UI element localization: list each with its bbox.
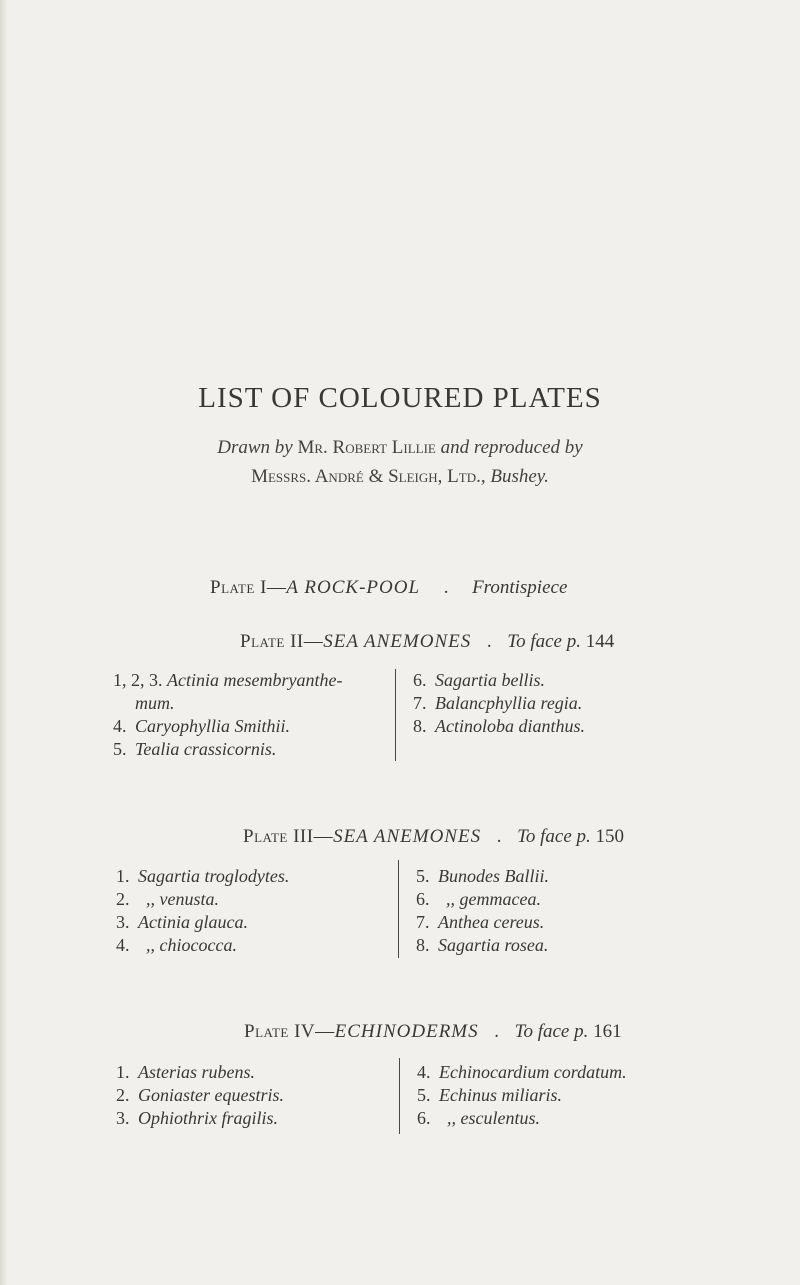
item-name: Anthea cereus. bbox=[438, 912, 545, 932]
plate-4-heading bbox=[244, 1021, 622, 1043]
list-item bbox=[416, 911, 549, 934]
plate-subject: SEA ANEMONES bbox=[323, 631, 472, 652]
plate-facing: Frontispiece bbox=[472, 577, 568, 598]
list-item bbox=[116, 934, 289, 957]
plate-3-list-left bbox=[116, 865, 289, 957]
list-item bbox=[416, 888, 549, 911]
item-number: 5. bbox=[416, 866, 430, 886]
credit-line-2 bbox=[0, 466, 800, 488]
plate-separator: . bbox=[496, 826, 502, 847]
plate-facing: To face p. bbox=[517, 826, 591, 847]
item-number: 1, 2, 3. bbox=[113, 670, 163, 690]
plate-4-list-right bbox=[417, 1061, 627, 1130]
item-name: Bunodes Ballii. bbox=[438, 866, 549, 886]
item-name: Actinia glauca. bbox=[138, 912, 248, 932]
plate-page-number: 144 bbox=[585, 631, 615, 652]
list-item bbox=[116, 865, 289, 888]
item-name: mum. bbox=[135, 693, 175, 713]
plate-separator: . bbox=[443, 577, 449, 598]
item-number: 4. bbox=[113, 716, 127, 736]
reproduced-by-text: and reproduced by bbox=[440, 437, 583, 458]
item-name: Caryophyllia Smithii. bbox=[135, 716, 290, 736]
plate-2-list-right bbox=[413, 669, 585, 738]
item-name: Tealia crassicornis. bbox=[135, 739, 277, 759]
plate-1-heading bbox=[210, 577, 567, 599]
item-number: 3. bbox=[116, 1108, 130, 1128]
page-title: LIST OF COLOURED PLATES bbox=[198, 382, 602, 414]
list-item bbox=[113, 692, 342, 715]
plate-label: Plate III— bbox=[243, 826, 334, 847]
plate-facing: To face p. bbox=[507, 631, 581, 652]
item-name: Balancphyllia regia. bbox=[435, 693, 583, 713]
item-name: Ophiothrix fragilis. bbox=[138, 1108, 279, 1128]
list-item bbox=[116, 1084, 284, 1107]
item-name: Sagartia rosea. bbox=[438, 935, 549, 955]
plate-subject: SEA ANEMONES bbox=[333, 826, 482, 847]
item-name: Sagartia bellis. bbox=[435, 670, 546, 690]
item-number: 7. bbox=[413, 693, 427, 713]
item-number: 6. bbox=[416, 889, 430, 909]
plate-page-number: 150 bbox=[595, 826, 625, 847]
plate-page-number: 161 bbox=[593, 1021, 622, 1042]
plate-separator: . bbox=[486, 631, 492, 652]
item-name: Echinus miliaris. bbox=[439, 1085, 563, 1105]
item-name: ,, gemmacea. bbox=[446, 889, 541, 909]
plate-4-list-left bbox=[116, 1061, 284, 1130]
item-name: Echinocardium cordatum. bbox=[439, 1062, 627, 1082]
item-name: ,, esculentus. bbox=[447, 1108, 540, 1128]
list-item bbox=[413, 692, 585, 715]
printer-name: Messrs. André & Sleigh, Ltd., bbox=[251, 466, 486, 487]
item-number: 5. bbox=[417, 1085, 431, 1105]
list-item bbox=[413, 669, 585, 692]
plate-label: Plate II— bbox=[240, 631, 324, 652]
plate-label: Plate I— bbox=[210, 577, 287, 598]
list-item bbox=[116, 1107, 284, 1130]
drawn-by-text: Drawn by bbox=[217, 437, 293, 458]
item-name: ,, chiococca. bbox=[146, 935, 237, 955]
list-item bbox=[116, 1061, 284, 1084]
item-number: 1. bbox=[116, 1062, 130, 1082]
item-name: Asterias rubens. bbox=[138, 1062, 255, 1082]
artist-name: Mr. Robert Lillie bbox=[297, 437, 436, 458]
plate-2-list-left bbox=[113, 669, 342, 761]
list-item bbox=[416, 934, 549, 957]
list-item bbox=[113, 669, 342, 692]
item-number: 8. bbox=[416, 935, 430, 955]
item-name: Actinia mesembryanthe- bbox=[167, 670, 343, 690]
printer-place: Bushey. bbox=[490, 466, 549, 487]
item-number: 2. bbox=[116, 889, 130, 909]
item-number: 8. bbox=[413, 716, 427, 736]
list-item bbox=[417, 1061, 627, 1084]
plate-separator: . bbox=[494, 1021, 499, 1042]
credit-line-1 bbox=[0, 437, 800, 459]
plate-label: Plate IV— bbox=[244, 1021, 335, 1042]
list-item bbox=[416, 865, 549, 888]
list-item bbox=[417, 1107, 627, 1130]
plate-subject: ECHINODERMS bbox=[334, 1021, 479, 1042]
item-number: 6. bbox=[413, 670, 427, 690]
column-divider bbox=[398, 860, 399, 958]
item-name: Actinoloba dianthus. bbox=[435, 716, 585, 736]
item-number: 6. bbox=[417, 1108, 431, 1128]
item-name: Sagartia troglodytes. bbox=[138, 866, 290, 886]
item-number: 4. bbox=[116, 935, 130, 955]
page-gutter-shadow bbox=[0, 0, 8, 1285]
item-number: 1. bbox=[116, 866, 130, 886]
item-name: ,, venusta. bbox=[146, 889, 219, 909]
item-number: 7. bbox=[416, 912, 430, 932]
plate-facing: To face p. bbox=[514, 1021, 589, 1042]
item-number: 2. bbox=[116, 1085, 130, 1105]
list-item bbox=[113, 715, 342, 738]
list-item bbox=[113, 738, 342, 761]
item-number: 3. bbox=[116, 912, 130, 932]
item-name: Goniaster equestris. bbox=[138, 1085, 284, 1105]
plate-subject: A ROCK-POOL bbox=[286, 577, 421, 598]
plate-2-heading bbox=[240, 631, 614, 653]
column-divider bbox=[395, 669, 396, 761]
item-number: 5. bbox=[113, 739, 127, 759]
column-divider bbox=[399, 1058, 400, 1134]
plate-3-heading bbox=[243, 826, 624, 848]
list-item bbox=[417, 1084, 627, 1107]
list-item bbox=[116, 911, 289, 934]
list-item bbox=[116, 888, 289, 911]
item-number: 4. bbox=[417, 1062, 431, 1082]
plate-3-list-right bbox=[416, 865, 549, 957]
list-item bbox=[413, 715, 585, 738]
